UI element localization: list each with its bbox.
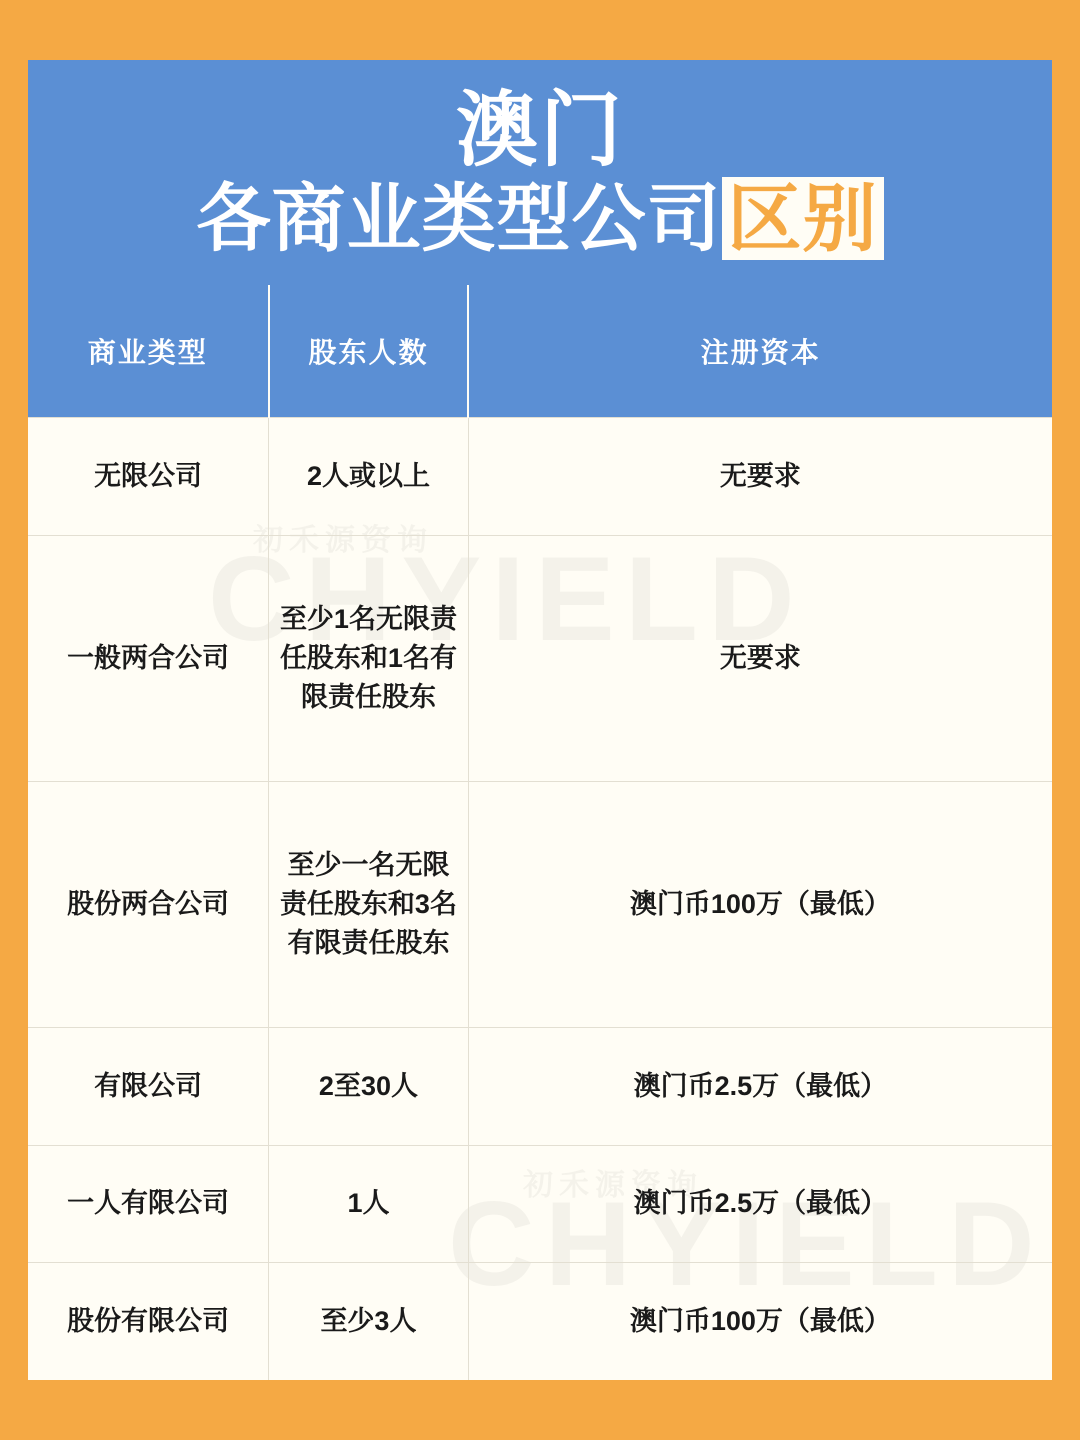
table-row <box>28 1263 1052 1380</box>
table-row <box>28 536 1052 782</box>
cell-business-type: 股份两合公司 <box>28 782 269 1028</box>
page-title-highlight: 区别 <box>722 177 884 260</box>
cell-shareholders: 至少1名无限责任股东和1名有限责任股东 <box>269 536 469 782</box>
column-header-business-type: 商业类型 <box>28 285 269 418</box>
cell-business-type: 股份有限公司 <box>28 1263 269 1380</box>
content-card <box>28 60 1052 1380</box>
table-header <box>28 285 1052 418</box>
cell-registered-capital: 无要求 <box>468 536 1052 782</box>
page-title-primary: 澳门 <box>455 85 624 176</box>
cell-registered-capital: 澳门币100万（最低） <box>468 782 1052 1028</box>
cell-business-type: 一人有限公司 <box>28 1145 269 1263</box>
cell-shareholders: 1人 <box>269 1145 469 1263</box>
cell-business-type: 一般两合公司 <box>28 536 269 782</box>
table-row <box>28 1145 1052 1263</box>
cell-shareholders: 至少一名无限责任股东和3名有限责任股东 <box>269 782 469 1028</box>
cell-shareholders: 2人或以上 <box>269 418 469 536</box>
cell-registered-capital: 澳门币2.5万（最低） <box>468 1145 1052 1263</box>
poster-header <box>28 60 1052 285</box>
table-row <box>28 782 1052 1028</box>
cell-business-type: 无限公司 <box>28 418 269 536</box>
page-title-secondary-text: 各商业类型公司 <box>196 177 722 261</box>
cell-registered-capital: 无要求 <box>468 418 1052 536</box>
table-header-row <box>28 285 1052 418</box>
column-header-shareholders: 股东人数 <box>269 285 469 418</box>
cell-registered-capital: 澳门币100万（最低） <box>468 1263 1052 1380</box>
cell-shareholders: 至少3人 <box>269 1263 469 1380</box>
page-title-secondary <box>48 178 1032 259</box>
table-body <box>28 418 1052 1380</box>
cell-business-type: 有限公司 <box>28 1027 269 1145</box>
table-row <box>28 1027 1052 1145</box>
company-types-table <box>28 285 1052 1380</box>
column-header-registered-capital: 注册资本 <box>468 285 1052 418</box>
cell-registered-capital: 澳门币2.5万（最低） <box>468 1027 1052 1145</box>
cell-shareholders: 2至30人 <box>269 1027 469 1145</box>
table-row <box>28 418 1052 536</box>
